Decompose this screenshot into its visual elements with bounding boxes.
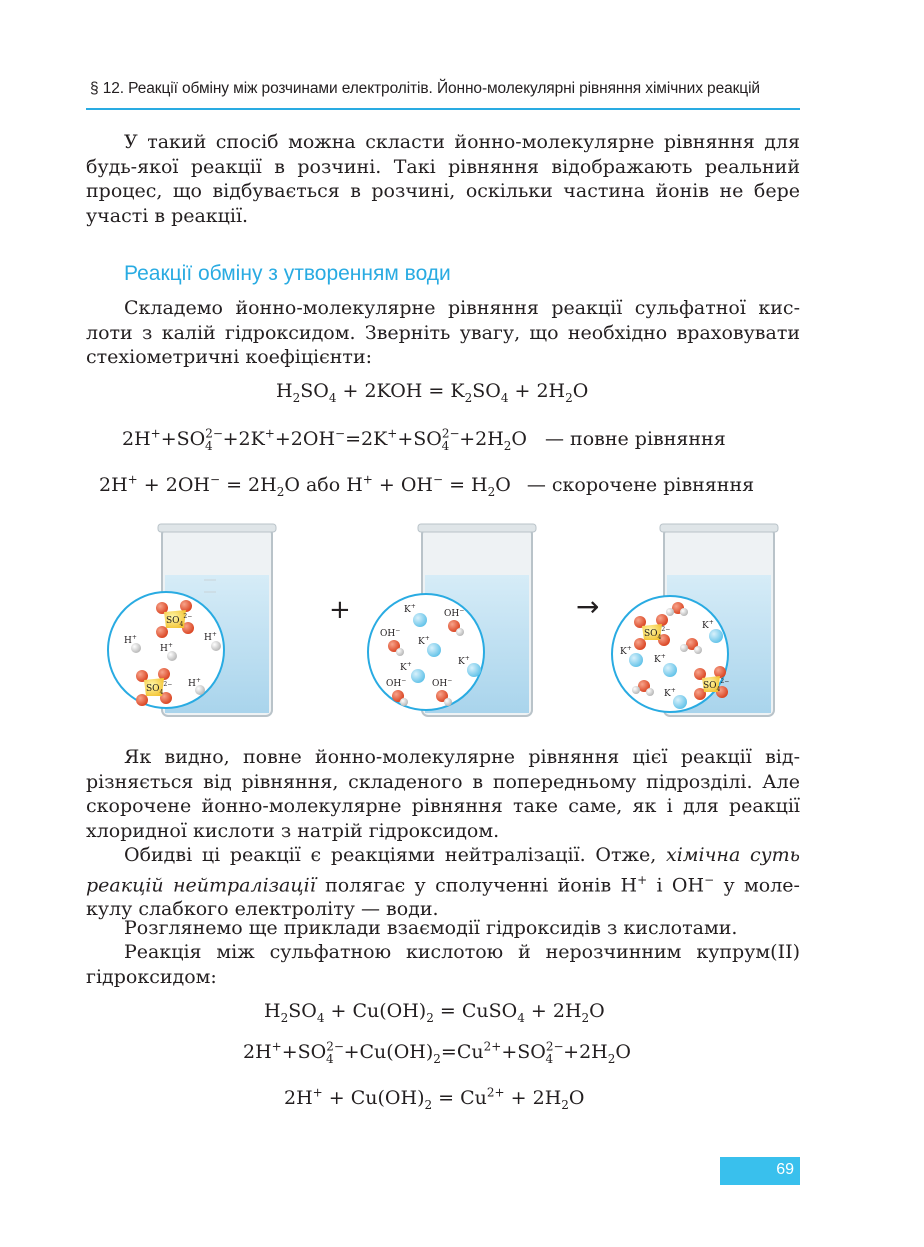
equation-4: $H_2SO_4 + Cu(OH)_2$ = CuSO$_4$ + $2H_2O$	[264, 1000, 605, 1025]
oh-ion-label: OH−	[380, 627, 401, 639]
running-header	[86, 78, 800, 110]
k-ion-label: K+	[418, 635, 430, 647]
paragraph-3: Як видно, повне йонно-молекулярне рівняння цієї реакції від- різняється від рівняння, складеного в попередньому підрозділі. Але скорочене йонно-молекулярне рівняння таке саме, як і для реакції хлоридної кислоти з натрій гідроксидом.	[86, 746, 800, 842]
k-ion-label: K+	[458, 655, 470, 667]
h-ion-label: H+	[204, 631, 217, 643]
equation-2-full: $2H^++SO^{2-}_4 +2K^++2OH^-=2K^++SO^{2-}_4 +2H_2O$ — повне рівняння	[122, 426, 726, 453]
paragraph-5: Розглянемо ще приклади взаємодії гідроксидів з кислотами.	[124, 917, 738, 939]
oh-ion-label: OH−	[432, 677, 453, 689]
k-ion-label: K+	[664, 687, 676, 699]
k-ion-label: K+	[702, 619, 714, 631]
so4-label: $SO_4^{2-}$	[644, 626, 671, 641]
paragraph-6: Реакція між сульфатною кислотою й нерозчинним купрум(II) гідроксидом:	[86, 941, 800, 988]
so4-label: $SO_4^{2-}$	[146, 681, 173, 696]
paragraph-4: Обидві ці реакції є реакціями нейтралізації. Отже, хімічна суть реакцій нейтралізації полягає у сполученні йонів H+ і OH− у моле- кулу слабкого електроліту — води.	[86, 844, 800, 921]
so4-label: $SO_4^{2-}$	[166, 613, 193, 628]
k-ion-label: K+	[620, 645, 632, 657]
oh-ion-label: OH−	[386, 677, 407, 689]
h-ion-label: H+	[124, 634, 137, 646]
k-ion-label: K+	[654, 653, 666, 665]
equation-6: $2H^+ + Cu(OH)_2 = Cu^{2+} + 2H_2O$	[284, 1085, 585, 1112]
section-title: Реакції обміну з утворенням води	[124, 262, 451, 285]
equation-1: $H_2SO_4 + 2KOH = K_2SO_4 + 2H_2O$	[276, 380, 589, 405]
header-title: § 12. Реакції обміну між розчинами електролітів. Йонно-молекулярні рівняння хімічних реакцій	[90, 80, 760, 97]
equation-3-short: $2H^+ + 2OH^- = 2H_2O$ або $H^+ + OH^- = H_2O$ — скорочене рівняння	[99, 472, 755, 499]
h-ion-label: H+	[160, 642, 173, 654]
paragraph-2: Складемо йонно-молекулярне рівняння реакції сульфатної кис- лоти з калій гідроксидом. Зверніть увагу, що необхідно враховувати стехіометричні коефіцієнти:	[86, 297, 800, 368]
equation-3-label: — скорочене рівняння	[526, 474, 755, 496]
equation-5: $2H^++SO^{2-}_4 +Cu(OH)_2=Cu^{2+}+SO^{2-}_4 +2H_2O$	[243, 1039, 631, 1066]
k-ion-label: K+	[400, 661, 412, 673]
equation-2-label: — повне рівняння	[545, 428, 726, 450]
intro-paragraph: У такий спосіб можна скласти йонно-молекулярне рівняння для будь-якої реакції в розчині. Такі рівняння відображають реальний процес, що відбувається в розчині, оскільки частина йонів не бере участі в реакції.	[86, 131, 800, 227]
oh-ion-label: OH−	[444, 607, 465, 619]
so4-label: $SO_4^{2-}$	[703, 678, 730, 693]
k-ion-label: K+	[404, 603, 416, 615]
reaction-arrow: →	[576, 590, 600, 623]
plus-sign: +	[329, 595, 351, 625]
beakers-illustration	[104, 520, 804, 725]
page-number: 69	[720, 1157, 800, 1185]
h-ion-label: H+	[188, 677, 201, 689]
